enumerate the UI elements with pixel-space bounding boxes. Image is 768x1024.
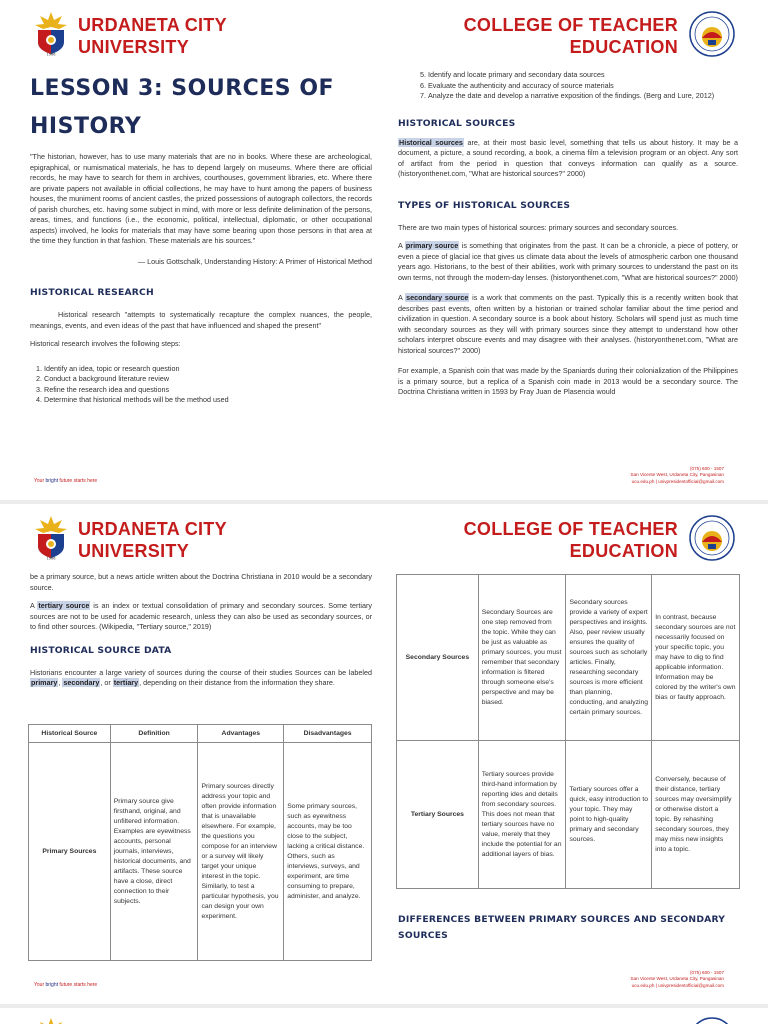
left-column — [30, 572, 372, 689]
university-name-line1: URDANETA CITY — [78, 519, 227, 539]
footer-address: San Vicente West, Urdaneta City, Pangasinan — [630, 976, 724, 982]
secondary-source-paragraph: A secondary source is a work that comments on the past. Typically this is a recently written book that describes past events, often written by a historian or trained scholar familiar about the time period and civilization in question. A secondary source is a book about history. Scholars will spend just as much time with secondary sources as they will with primary sources since they attempt to understand how other scholars interpret obscure events and may disagree with their analyses. (historyonthenet.com, "What are historical sources?" 2000) — [398, 293, 738, 355]
historical-research-heading: HISTORICAL RESEARCH — [30, 287, 154, 298]
gottschalk-quote: "The historian, however, has to use many materials that are no in books. Where these are archeological, epigraphical, or numismatical materials, he has to depend largely on museums. Where there are official records, he may have to search for them in archives, courthouses, government libraries, etc. Where there are private papers not available in official collections, he may have to hunt among the papers of business houses, the muniment rooms of ancient castles, the prized possessions of autograph collectors, the records of parish churches, etc. having some subject in mind, with more or less definite delimination of the persons, areas, times, and functions (i.e., the economic, political, intellectual, diplomatic, or other occupational aspects) involved, he looks for materials that may have some bearing upon those persons in that area at the time they function in that fashion. These materials are his sources." — [30, 152, 372, 245]
historical-research-definition: Historical research "attempts to systematically recapture the complex nuances, the people, meanings, events, and even ideas of the past that have influenced and shaped the present" — [30, 310, 372, 330]
row-label: Tertiary Sources — [397, 741, 479, 889]
table-row — [397, 575, 740, 741]
source-data-heading: HISTORICAL SOURCE DATA — [30, 644, 172, 656]
right-column — [398, 70, 738, 398]
list-item: 1. Identify an idea, topic or research question — [44, 364, 372, 375]
list-item: 4. Determine that historical methods will be the method used — [44, 395, 372, 406]
quote-attribution: — Louis Gottschalk, Understanding History: A Primer of Historical Method — [137, 256, 372, 266]
highlighted-term: tertiary source — [38, 601, 90, 610]
table-row — [397, 741, 740, 889]
university-logo-icon — [32, 514, 70, 560]
list-item: 7. Analyze the date and develop a narrative exposition of the findings. (Berg and Lure, 2012) — [428, 91, 738, 102]
differences-heading: DIFFERENCES BETWEEN PRIMARY SOURCES AND SECONDARY SOURCES — [398, 914, 726, 941]
column-header: Historical Source — [29, 725, 111, 743]
tertiary-source-paragraph: A tertiary source is an index or textual consolidation of primary and secondary sources. Some tertiary sources are not to be used for academic research, unless they can also be used as secondary sources, or to find other sources. (Wikipedia, "Tertiary source," 2019) — [30, 601, 373, 631]
column-header: Disadvantages — [284, 725, 372, 743]
college-name-line2: EDUCATION — [569, 541, 678, 561]
footer-address: San Vicente West, Urdaneta City, Pangasinan — [630, 472, 724, 478]
footer-tagline: Your bright future starts here — [34, 478, 98, 484]
svg-text:1966: 1966 — [46, 52, 56, 56]
university-name — [78, 14, 227, 58]
footer-contact — [631, 970, 724, 989]
college-seal-icon — [688, 10, 736, 58]
row-label: Secondary Sources — [397, 575, 479, 741]
university-name-line2: UNIVERSITY — [78, 541, 190, 561]
highlighted-term: primary source — [405, 241, 459, 250]
university-logo-icon — [32, 10, 70, 56]
university-name-line1: URDANETA CITY — [78, 15, 227, 35]
college-name-line2: EDUCATION — [569, 37, 678, 57]
university-name-line2: UNIVERSITY — [78, 37, 190, 57]
types-intro: There are two main types of historical sources: primary sources and secondary sources. — [398, 222, 679, 232]
footer-phone: (075) 600 - 1507 — [690, 466, 724, 471]
table-row — [29, 743, 372, 961]
table-header-row — [29, 725, 372, 743]
lesson-title-line2: HISTORY — [30, 114, 142, 139]
secondary-tertiary-table — [396, 574, 740, 889]
college-name — [464, 14, 678, 58]
highlighted-term: Historical sources — [399, 137, 463, 147]
table-cell: Primary sources directly address your topic and often provide information that is unavailable elsewhere. For example, the questions you compose for an interview or a survey will likely target your unique interest in the topic. Similarly, to test a particular hypothesis, you can design your own experiment. — [198, 743, 284, 961]
table-cell: In contrast, because secondary sources are not necessarily focused on your specific topic, you may have to dig to find applicable information. Information may be colored by the writer's own bias or faulty approach. — [652, 575, 740, 741]
research-steps-list-part2 — [398, 70, 738, 102]
source-data-paragraph: Historians encounter a large variety of sources during the course of their studies Sources can be labeled primary, secondary, or tertiary, depending on their distance from the information they share. — [30, 667, 372, 687]
list-item: 2. Conduct a background literature review — [44, 374, 372, 385]
historical-sources-paragraph: Historical sources are, at their most basic level, something that tells us about history. It may be a document, a picture, a sound recording, a book, a cinema film a television program or an object. Any sort of artifact from the period in question that conveys information can qualify as a source. (historyonthenet.com, "What are historical sources?" 2000) — [398, 137, 738, 178]
college-name — [464, 518, 678, 562]
document-page-2 — [0, 504, 768, 1004]
table-cell: Secondary Sources are one step removed from the topic. While they can be just as valuable as primary sources, you must remember that secondary information is filtered through someone else's perspective and may be biased. — [478, 575, 566, 741]
lesson-title — [30, 70, 372, 146]
footer-email: ucu.edu.ph | univpresidentofficial@gmail.com — [631, 478, 724, 484]
college-seal-icon — [688, 1016, 736, 1024]
document-page-1 — [0, 0, 768, 500]
table-cell: Secondary sources provide a variety of expert perspectives and insights. Also, peer review usually ensures the quality of sources such as scholarly articles. Finally, researching secondary sources is more efficient than planning, conducting, and analyzing certain primary sources. — [566, 575, 652, 741]
table-cell: Tertiary sources provide third-hand information by reporting ides and details from secondary sources. This does not mean that tertiary sources have no value, merely that they include the potential for an additional layers of bias. — [478, 741, 566, 889]
university-logo-icon — [32, 1016, 70, 1024]
types-of-sources-heading: TYPES OF HISTORICAL SOURCES — [398, 199, 571, 211]
left-column — [30, 70, 372, 406]
footer-tagline: Your bright future starts here — [34, 982, 98, 988]
highlighted-term: secondary source — [406, 293, 469, 302]
list-item: 3. Refine the research idea and questions — [44, 385, 372, 396]
historical-sources-heading: HISTORICAL SOURCES — [398, 117, 516, 129]
table-cell: Tertiary sources offer a quick, easy introduction to your topic. They may point to high-quality primary and secondary sources. — [566, 741, 652, 889]
university-name — [78, 518, 227, 562]
college-name-line1: COLLEGE OF TEACHER — [463, 15, 678, 35]
table-cell: Conversely, because of their distance, tertiary sources may oversimplify or otherwise distort a topic. By rehashing secondary sources, they may miss new insights into a topic. — [652, 741, 740, 889]
primary-sources-table — [28, 724, 372, 961]
lesson-title-line1: LESSON 3: SOURCES OF — [30, 76, 335, 101]
list-item: 6. Evaluate the authenticity and accuracy of source materials — [428, 81, 738, 92]
footer-email: ucu.edu.ph | univpresidentofficial@gmail.com — [631, 982, 724, 988]
continued-paragraph: be a primary source, but a news article written about the Doctrina Christiana in 2010 would be a secondary source. — [30, 572, 372, 592]
document-page-3 — [0, 1008, 768, 1024]
table-cell: Primary source give firsthand, original, and unfiltered information. Examples are eyewitness accounts, personal journals, interviews, historical documents, and artifacts. These source have a close, direct connection to their subjects. — [110, 743, 198, 961]
page-header — [0, 512, 768, 568]
svg-text:1966: 1966 — [46, 556, 56, 560]
coin-example-paragraph: For example, a Spanish coin that was made by the Spaniards during their colonialization of the Philippines is a primary source, but a replica of a Spanish coin made in 2013 would be a secondary source. The Doctrina Christiana written in 1593 by Fray Juan de Plasencia would — [398, 366, 738, 396]
steps-intro: Historical research involves the following steps: — [30, 339, 181, 348]
column-header: Advantages — [198, 725, 284, 743]
research-steps-list-part1 — [30, 364, 372, 406]
footer-contact — [631, 466, 724, 485]
differences-heading-block — [398, 912, 738, 944]
college-name-line1: COLLEGE OF TEACHER — [463, 519, 678, 539]
table-cell: Some primary sources, such as eyewitness accounts, may be too close to the subject, lacking a critical distance. Others, such as interviews, surveys, and experiment, are time consuming to prepare, administer, and analyze. — [284, 743, 372, 961]
row-label: Primary Sources — [29, 743, 111, 961]
page-header — [0, 8, 768, 64]
college-seal-icon — [688, 514, 736, 562]
column-header: Definition — [110, 725, 198, 743]
footer-phone: (075) 600 - 1507 — [690, 970, 724, 975]
list-item: 5. Identify and locate primary and secondary data sources — [428, 70, 738, 81]
primary-source-paragraph: A primary source is something that originates from the past. It can be a chronicle, a piece of pottery, or even a piece of glacial ice that gives us climate data about the levels of atmospheric carbon one thousand years ago. Historians, to the best of their abilities, work with primary sources to understand the past on its own terms, not through the modern-day lenses. (historyonthenet.com, "What are historical sources?" 2000) — [398, 241, 738, 282]
